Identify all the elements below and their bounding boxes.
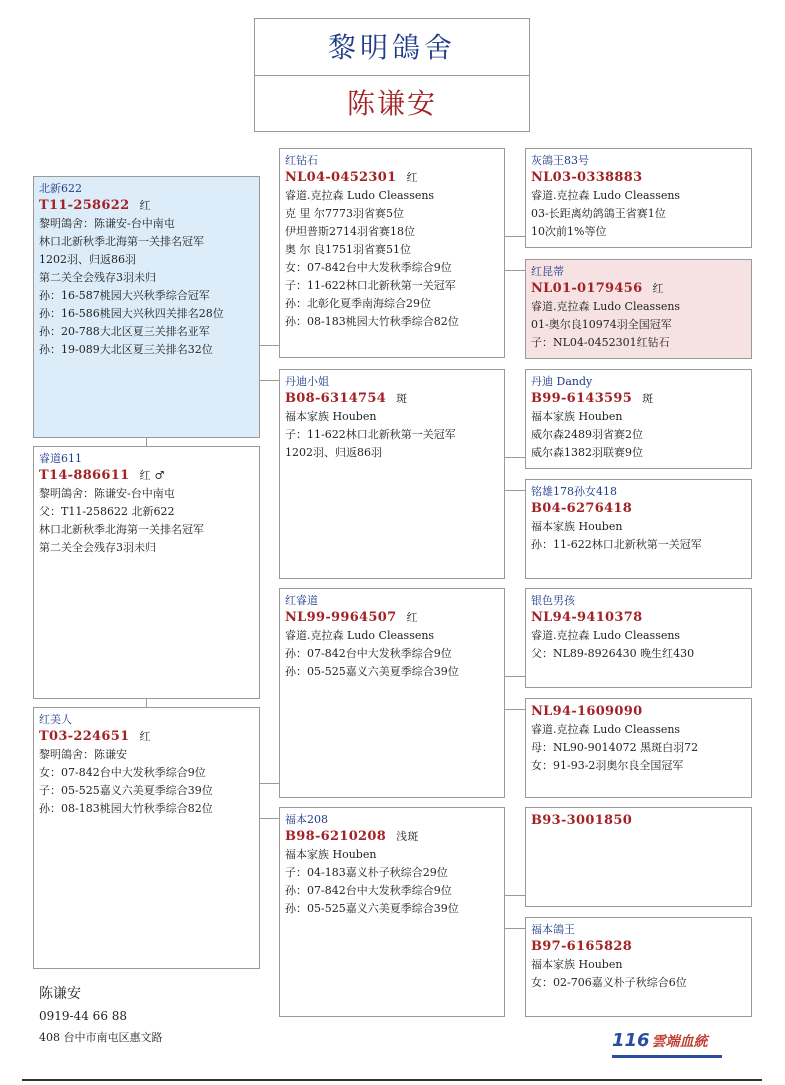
dss-ring: NL94-9410378 [531,610,643,625]
connector-line [146,438,147,446]
logo-underline [612,1055,722,1058]
logo-number: 116 [612,1030,650,1051]
connector-line [260,345,279,346]
sss-line: 03-长距离幼鸽鴿王省赛1位 [531,207,666,220]
sire-color: 红 ♂ [139,469,165,482]
dsd-line: 母：NL90-9014072 黑斑白羽72 [531,741,699,754]
brand-logo [612,1030,708,1051]
connector-line [505,236,525,237]
sd-name: 丹迪小姐 [285,375,329,388]
subject-line: 第二关全会残存3羽未归 [39,271,156,284]
sdd-ring: B04-6276418 [531,501,633,516]
ss-line: 克 里 尔7773羽省赛5位 [285,207,404,220]
sdd-line: 孙：11-622林口北新秋第一关冠军 [531,538,702,551]
ss-line: 孙：北彰化夏季南海综合29位 [285,297,431,310]
ss-ring: NL04-0452301 红 [285,170,418,185]
dd-line: 子：04-183嘉义朴子秋综合29位 [285,866,448,879]
ss-line: 伊坦普斯2714羽省赛18位 [285,225,415,238]
sire-line: 第二关全会残存3羽未归 [39,541,156,554]
ddd-line: 女：02-706嘉义朴子秋综合6位 [531,976,687,989]
sire-sire-card [279,148,505,358]
sds-ring: B99-6143595 斑 [531,391,654,406]
ss-line: 奥 尔 良1751羽省赛51位 [285,243,411,256]
ss-line: 孙：08-183桃园大竹秋季综合82位 [285,315,459,328]
sds-line: 威尔森2489羽省赛2位 [531,428,643,441]
ssd-line: 子：NL04-0452301红钻石 [531,336,670,349]
sire-dam-card [279,369,505,579]
connector-line [505,270,525,271]
logo-text: 雲端血統 [651,1034,708,1050]
connector-line [260,818,279,819]
dsd-card [525,698,752,798]
dam-line: 子：05-525嘉义六美夏季综合39位 [39,784,213,797]
ds-line: 睿道.克拉森 Ludo Cleassens [285,629,435,642]
subject-card [33,176,260,438]
connector-line [505,490,525,491]
sds-name: 丹迪 Dandy [531,375,593,388]
dd-line: 孙：05-525嘉义六美夏季综合39位 [285,902,459,915]
bottom-divider [22,1079,762,1081]
subject-lines [39,215,254,359]
dsd-line: 睿道.克拉森 Ludo Cleassens [531,723,681,736]
ddd-line: 福本家族 Houben [531,958,623,971]
dds-ring: B93-3001850 [531,813,633,828]
subject-ring: T11-258622 红 [39,198,151,213]
subject-line: 林口北新秋季北海第一关排名冠军 [39,235,204,248]
ds-name: 红睿道 [285,594,318,607]
dd-name: 福本208 [285,813,328,826]
ddd-ring: B97-6165828 [531,939,633,954]
dd-line: 孙：07-842台中大发秋季综合9位 [285,884,452,897]
contact-block [39,983,163,1049]
dd-ring: B98-6210208 浅斑 [285,829,419,844]
sdd-name: 铭雄178孙女418 [531,485,617,498]
dss-name: 银色男孩 [531,594,575,607]
ds-line: 孙：07-842台中大发秋季综合9位 [285,647,452,660]
dss-line: 睿道.克拉森 Ludo Cleassens [531,629,681,642]
ddd-card [525,917,752,1017]
ss-line: 睿道.克拉森 Ludo Cleassens [285,189,435,202]
sds-line: 福本家族 Houben [531,410,623,423]
ssd-ring: NL01-0179456 红 [531,281,664,296]
sire-line: 黎明鴿舍：陈谦安-台中南屯 [39,487,175,500]
subject-name: 北新622 [39,182,82,195]
ss-name: 红钻石 [285,154,318,167]
connector-line [260,380,279,381]
ssd-line: 01-奥尔良10974羽全国冠军 [531,318,672,331]
sd-line: 1202羽、归返86羽 [285,446,382,459]
sdd-card [525,479,752,579]
dam-color: 红 [139,730,151,743]
ssd-card [525,259,752,359]
ddd-name: 福本鴿王 [531,923,575,936]
dam-ring: T03-224651 红 [39,729,151,744]
subject-line: 孙：20-788大北区夏三关排名亚军 [39,325,210,338]
contact-address: 408 台中市南屯区惠文路 [39,1031,163,1044]
connector-line [505,895,525,896]
dsd-ring: NL94-1609090 [531,704,643,719]
sss-card [525,148,752,248]
owner-name: 陈谦安 [346,87,437,120]
ss-line: 女：07-842台中大发秋季综合9位 [285,261,452,274]
dam-sire-card [279,588,505,798]
sd-line: 子：11-622林口北新秋第一关冠军 [285,428,456,441]
ds-ring: NL99-9964507 红 [285,610,418,625]
pedigree-title-box [254,18,530,132]
subject-line: 黎明鴿舍：陈谦安-台中南屯 [39,217,175,230]
dss-line: 父：NL89-8926430 晚生红430 [531,647,695,660]
sds-card [525,369,752,469]
sire-ring: T14-886611 红 ♂ [39,468,165,483]
subject-color: 红 [139,199,151,212]
sire-line: 父：T11-258622 北新622 [39,505,175,518]
subject-line: 孙：16-587桃园大兴秋季综合冠军 [39,289,210,302]
sd-line: 福本家族 Houben [285,410,377,423]
connector-line [505,457,525,458]
ss-line: 子：11-622林口北新秋第一关冠军 [285,279,456,292]
connector-line [505,676,525,677]
sire-card [33,446,260,699]
ds-line: 孙：05-525嘉义六美夏季综合39位 [285,665,459,678]
dam-line: 女：07-842台中大发秋季综合9位 [39,766,206,779]
subject-line: 孙：16-586桃园大兴秋四关排名28位 [39,307,224,320]
sire-name: 睿道611 [39,452,82,465]
connector-line [505,709,525,710]
ssd-name: 红昆蒂 [531,265,564,278]
sss-line: 睿道.克拉森 Ludo Cleassens [531,189,681,202]
sss-line: 10次前1%等位 [531,225,607,238]
dam-name: 红美人 [39,713,72,726]
dam-line: 黎明鴿舍：陈谦安 [39,748,127,761]
dam-dam-card [279,807,505,1017]
sd-ring: B08-6314754 斑 [285,391,408,406]
subject-line: 1202羽、归返86羽 [39,253,136,266]
dss-card [525,588,752,688]
dds-card [525,807,752,907]
connector-line [260,783,279,784]
sss-ring: NL03-0338883 [531,170,643,185]
dam-card [33,707,260,969]
connector-line [505,928,525,929]
sdd-line: 福本家族 Houben [531,520,623,533]
connector-line [146,699,147,707]
ssd-line: 睿道.克拉森 Ludo Cleassens [531,300,681,313]
sss-name: 灰鴿王83号 [531,154,589,167]
loft-name: 黎明鴿舍 [255,19,529,76]
contact-name: 陈谦安 [39,986,81,1002]
subject-line: 孙：19-089大北区夏三关排名32位 [39,343,213,356]
dsd-line: 女：91-93-2羽奥尔良全国冠军 [531,759,684,772]
dd-line: 福本家族 Houben [285,848,377,861]
sds-line: 威尔森1382羽联赛9位 [531,446,643,459]
dam-line: 孙：08-183桃园大竹秋季综合82位 [39,802,213,815]
sire-line: 林口北新秋季北海第一关排名冠军 [39,523,204,536]
contact-phone: 0919-44 66 88 [39,1009,128,1023]
